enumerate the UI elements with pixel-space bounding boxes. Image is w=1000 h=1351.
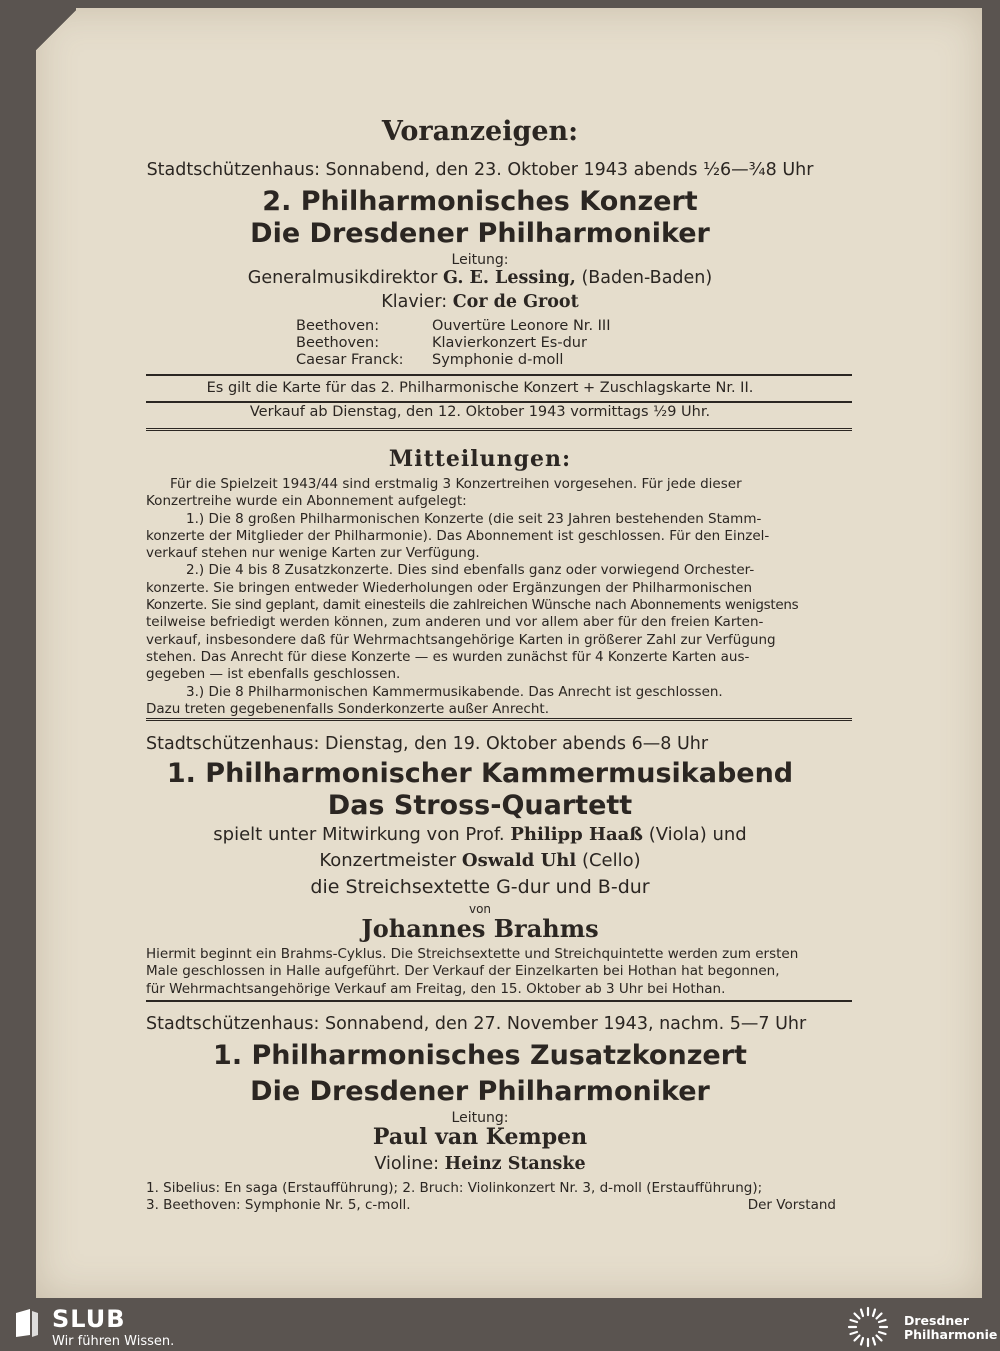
conductor-suffix: (Baden-Baden) bbox=[581, 268, 713, 288]
slub-logo-icon bbox=[12, 1307, 40, 1339]
text-line: verkauf, insbesondere daß für Wehrmachtsangehörige Karten in größerer Zahl zur Verfügung bbox=[146, 631, 776, 648]
text-line: 3. Beethoven: Symphonie Nr. 5, c-moll. Der Vorstand bbox=[146, 1197, 836, 1214]
soloist-name: Cor de Groot bbox=[452, 292, 579, 312]
slub-name: SLUB bbox=[52, 1305, 126, 1333]
double-divider bbox=[146, 718, 852, 721]
double-divider bbox=[146, 428, 852, 431]
text-line: gegeben — ist ebenfalls geschlossen. bbox=[146, 666, 401, 683]
kammermusik-works: die Streichsextette G-dur und B-dur bbox=[310, 876, 650, 898]
voranzeigen-soloist-line bbox=[110, 292, 850, 312]
conductor-name: G. E. Lessing, bbox=[443, 268, 576, 288]
text-line: Konzertreihe wurde ein Abonnement aufgelegt: bbox=[146, 493, 467, 510]
soloist-name: Heinz Stanske bbox=[444, 1154, 586, 1174]
kammermusik-guest-line-2: Konzertmeister Oswald Uhl (Cello) bbox=[319, 850, 641, 871]
slub-tagline: Wir führen Wissen. bbox=[52, 1334, 175, 1349]
program-item: Caesar Franck: Symphonie d-moll bbox=[296, 352, 564, 368]
voranzeigen-title: 2. Philharmonisches Konzert bbox=[262, 186, 698, 217]
text-line: 2.) Die 4 bis 8 Zusatzkonzerte. Dies sind ebenfalls ganz oder vorwiegend Orchester- bbox=[186, 562, 755, 579]
text-line: 1.) Die 8 großen Philharmonischen Konzerte (die seit 23 Jahren bestehenden Stamm- bbox=[186, 510, 762, 527]
zusatzkonzert-soloist-line bbox=[110, 1154, 850, 1174]
text-line: konzerte. Sie bringen entweder Wiederholungen oder Ergänzungen der Philharmonischen bbox=[146, 579, 753, 596]
dresdner-philharmonie-logo-icon bbox=[842, 1304, 894, 1350]
kammermusik-guest-line-1: spielt unter Mitwirkung von Prof. Philipp Haaß (Viola) und bbox=[213, 824, 747, 845]
zusatzkonzert-conductor: Paul van Kempen bbox=[372, 1124, 588, 1150]
text-line: teilweise befriedigt werden können, zum anderen und vor allem aber für den freien Karten- bbox=[146, 614, 764, 631]
sale-note: Verkauf ab Dienstag, den 12. Oktober 1943 vormittags ½9 Uhr. bbox=[249, 404, 711, 420]
program-item: Beethoven: Ouvertüre Leonore Nr. III bbox=[296, 318, 611, 334]
zusatzkonzert-leitung-label: Leitung: bbox=[451, 1110, 509, 1126]
text-line: stehen. Das Anrecht für diese Konzerte — es wurden zunächst für 4 Konzerte Karten aus- bbox=[146, 648, 750, 665]
text-line: Konzerte. Sie sind geplant, damit einesteils die zahlreichen Wünsche nach Abonnements wenigstens bbox=[146, 597, 799, 614]
zusatzkonzert-venue-date: Stadtschützenhaus: Sonnabend, den 27. November 1943, nachm. 5—7 Uhr bbox=[146, 1014, 807, 1034]
kammermusik-ensemble: Das Stross-Quartett bbox=[327, 790, 633, 821]
zusatzkonzert-title: 1. Philharmonisches Zusatzkonzert bbox=[213, 1040, 747, 1071]
mitteilungen-heading: Mitteilungen: bbox=[388, 446, 572, 472]
text-line: Hiermit beginnt ein Brahms-Cyklus. Die Streichsextette und Streichquintette werden zum ersten bbox=[146, 946, 799, 962]
voranzeigen-venue-date: Stadtschützenhaus: Sonnabend, den 23. Oktober 1943 abends ½6—¾8 Uhr bbox=[146, 160, 814, 180]
soloist-label: Klavier: bbox=[381, 292, 448, 312]
guest-name: Oswald Uhl bbox=[461, 850, 577, 871]
voranzeigen-program bbox=[296, 318, 850, 369]
divider bbox=[146, 401, 852, 403]
guest-name: Philipp Haaß bbox=[510, 824, 643, 845]
text-line: verkauf stehen nur wenige Karten zur Verfügung. bbox=[146, 545, 480, 562]
voranzeigen-heading: Voranzeigen: bbox=[381, 116, 579, 147]
text-line: für Wehrmachtsangehörige Verkauf am Freitag, den 15. Oktober ab 3 Uhr bei Hothan. bbox=[146, 980, 726, 997]
text-line: Dazu treten gegebenenfalls Sonderkonzerte außer Anrecht. bbox=[146, 700, 549, 717]
kammermusik-composer: Johannes Brahms bbox=[361, 914, 599, 943]
zusatzkonzert-program bbox=[146, 1180, 860, 1215]
program-item: Beethoven: Klavierkonzert Es-dur bbox=[296, 335, 587, 351]
mitteilungen-text bbox=[146, 476, 852, 718]
ticket-note: Es gilt die Karte für das 2. Philharmonische Konzert + Zuschlagskarte Nr. II. bbox=[206, 380, 754, 396]
zusatzkonzert-orchestra: Die Dresdener Philharmoniker bbox=[250, 1076, 710, 1107]
conductor-prefix: Generalmusikdirektor bbox=[247, 268, 438, 288]
text-line: 3.) Die 8 Philharmonischen Kammermusikabende. Das Anrecht ist geschlossen. bbox=[186, 683, 723, 700]
text-line: konzerte der Mitglieder der Philharmonie). Das Abonnement ist geschlossen. Für den Einzel- bbox=[146, 527, 770, 544]
kammermusik-note bbox=[146, 946, 852, 998]
divider bbox=[146, 374, 852, 376]
divider bbox=[146, 1000, 852, 1002]
voranzeigen-leitung-label: Leitung: bbox=[451, 252, 509, 268]
voranzeigen-conductor-line bbox=[110, 268, 850, 288]
text-line: 1. Sibelius: En saga (Erstaufführung); 2. Bruch: Violinkonzert Nr. 3, d-moll (Erstaufführung); bbox=[146, 1180, 763, 1196]
kammermusik-venue-date: Stadtschützenhaus: Dienstag, den 19. Oktober abends 6—8 Uhr bbox=[146, 734, 709, 754]
signature: Der Vorstand bbox=[747, 1197, 836, 1214]
voranzeigen-orchestra: Die Dresdener Philharmoniker bbox=[250, 218, 710, 249]
text-line: Für die Spielzeit 1943/44 sind erstmalig 3 Konzertreihen vorgesehen. Für jede dieser bbox=[170, 476, 742, 492]
soloist-label: Violine: bbox=[374, 1154, 440, 1174]
kammermusik-title: 1. Philharmonischer Kammermusikabend bbox=[166, 758, 794, 789]
text-line: Male geschlossen in Halle aufgeführt. Der Verkauf der Einzelkarten bei Hothan hat begonnen, bbox=[146, 963, 780, 980]
dresdner-philharmonie-name: Dresdner Philharmonie bbox=[904, 1313, 998, 1342]
kammermusik-von: von bbox=[468, 902, 492, 916]
